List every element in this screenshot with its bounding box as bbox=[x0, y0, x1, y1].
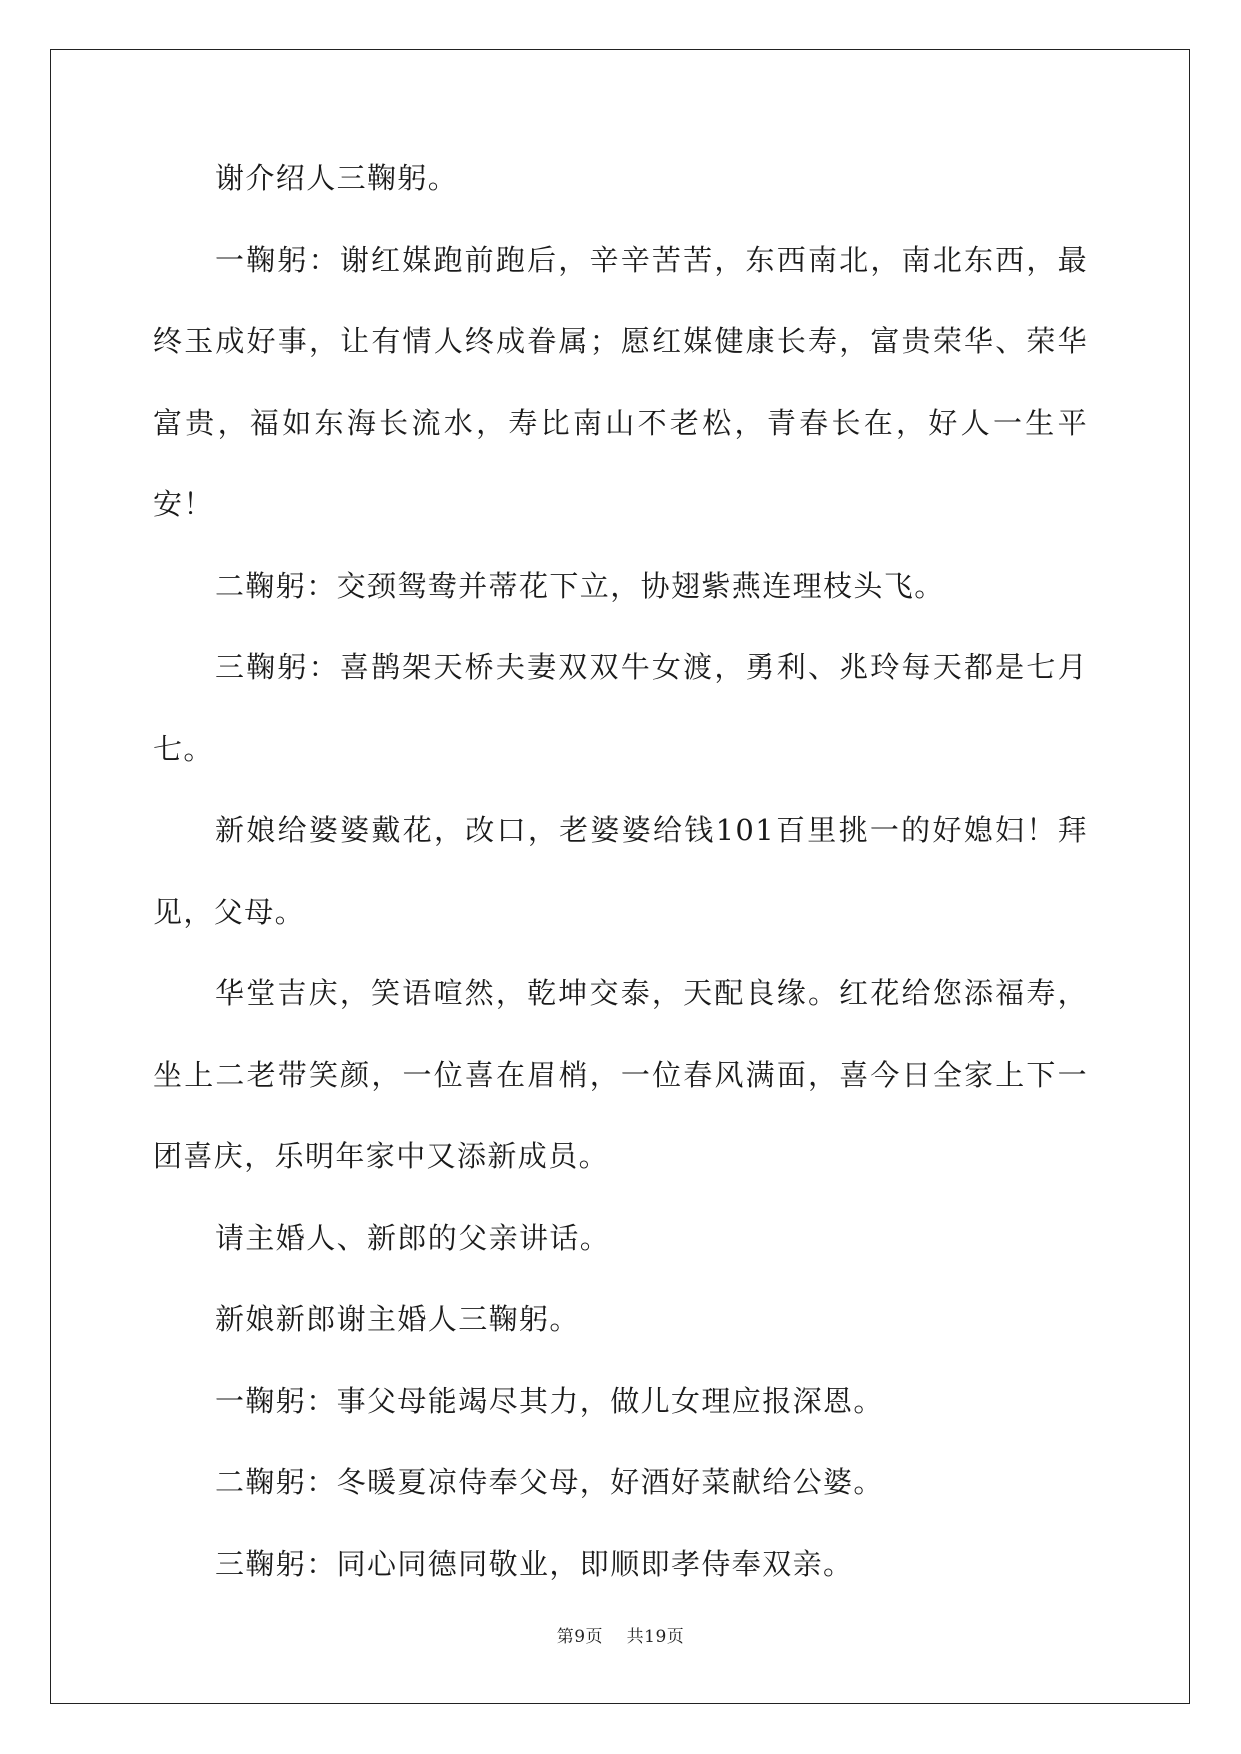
paragraph: 新娘新郎谢主婚人三鞠躬。 bbox=[215, 1302, 580, 1336]
paragraph: 三鞠躬：喜鹊架天桥夫妻双双牛女渡，勇利、兆玲每天都是七月七。 bbox=[153, 650, 1088, 766]
paragraph: 二鞠躬：交颈鸳鸯并蒂花下立，协翅紫燕连理枝头飞。 bbox=[215, 568, 945, 603]
paragraph: 华堂吉庆，笑语喧然，乾坤交泰，天配良缘。红花给您添福寿，坐上二老带笑颜，一位喜在眉梢，一位春风满面，喜今日全家上下一团喜庆，乐明年家中又添新成员。 bbox=[153, 976, 1088, 1173]
paragraph: 一鞠躬：事父母能竭尽其力，做儿女理应报深恩。 bbox=[215, 1383, 884, 1418]
paragraph: 新娘给婆婆戴花，改口，老婆婆给钱101百里挑一的好媳妇！拜见，父母。 bbox=[153, 813, 1088, 929]
paragraph: 谢介绍人三鞠躬。 bbox=[215, 161, 459, 195]
page-number: 第9页 bbox=[556, 1627, 604, 1647]
paragraph: 二鞠躬：冬暖夏凉侍奉父母，好酒好菜献给公婆。 bbox=[215, 1465, 884, 1499]
page-total: 共19页 bbox=[626, 1627, 685, 1647]
document-body bbox=[153, 158, 1088, 1605]
paragraph: 请主婚人、新郎的父亲讲话。 bbox=[215, 1220, 611, 1255]
paragraph: 三鞠躬：同心同德同敬业，即顺即孝侍奉双亲。 bbox=[215, 1546, 854, 1581]
page-footer bbox=[0, 1622, 1241, 1647]
paragraph: 一鞠躬：谢红媒跑前跑后，辛辛苦苦，东西南北，南北东西，最终玉成好事，让有情人终成眷属；愿红媒健康长寿，富贵荣华、荣华富贵，福如东海长流水，寿比南山不老松，青春长在，好人一生平安！ bbox=[153, 242, 1088, 521]
